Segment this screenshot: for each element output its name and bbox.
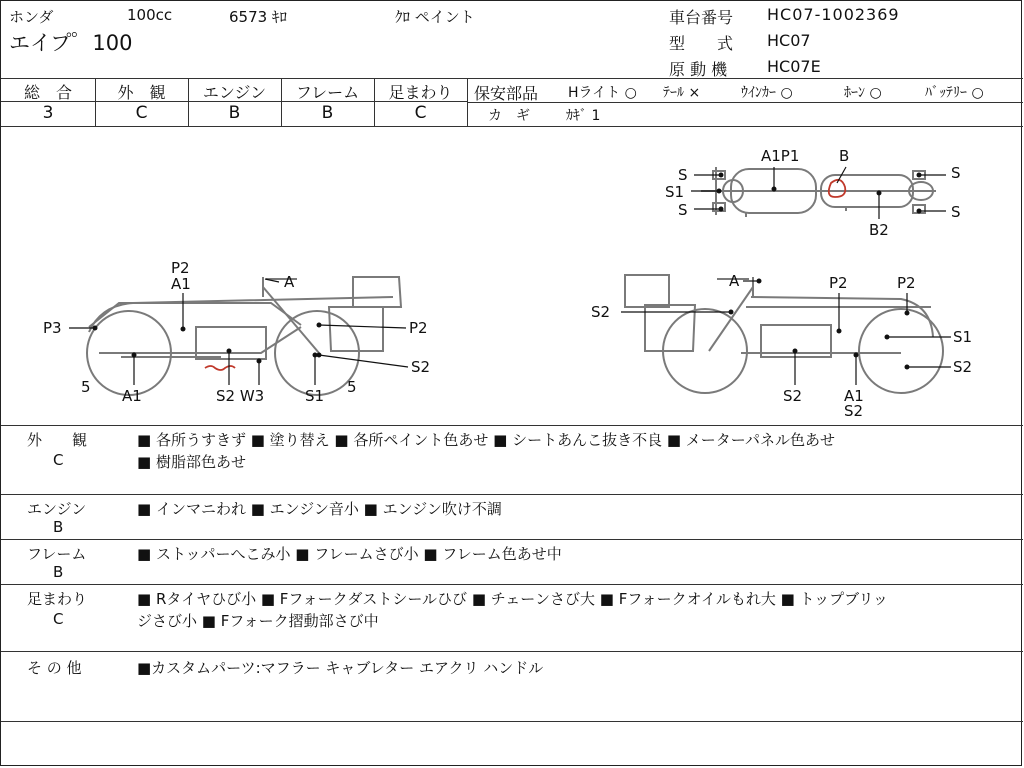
detail-label-engine: エンジン bbox=[27, 500, 87, 518]
model-name: エイプ゜100 bbox=[9, 31, 133, 55]
rule bbox=[1, 721, 1023, 722]
detail-line: ジさび小 ■ Fフォーク摺動部さび中 bbox=[137, 612, 379, 630]
engine-label: 原 動 機 bbox=[669, 60, 728, 79]
right-side-motorcycle bbox=[625, 275, 943, 393]
detail-grade-suspension: C bbox=[53, 610, 64, 628]
damage-diagram bbox=[1, 127, 1023, 425]
safety-headlight: Hライト ○ bbox=[568, 85, 637, 101]
mileage: 6573 ｷﾛ bbox=[229, 8, 287, 26]
left-leaders bbox=[69, 279, 408, 385]
detail-label-other: そ の 他 bbox=[27, 659, 82, 677]
detail-grade-engine: B bbox=[53, 518, 64, 536]
label: P3 bbox=[43, 319, 62, 337]
label: S2 W3 bbox=[216, 387, 265, 405]
detail-grade-frame: B bbox=[53, 563, 64, 581]
top-view-motorcycle bbox=[701, 167, 936, 217]
label: S bbox=[678, 201, 688, 219]
status-mark: × bbox=[688, 85, 701, 101]
rule bbox=[1, 78, 1023, 79]
status-mark: ○ bbox=[869, 85, 882, 101]
key-label: カ ギ bbox=[488, 108, 530, 124]
safety-label: 保安部品 bbox=[474, 84, 539, 103]
detail-label-frame: フレーム bbox=[27, 545, 87, 563]
grade-overall-label: 総 合 bbox=[23, 83, 72, 102]
label: S1 bbox=[665, 183, 685, 201]
chassis-no: HC07-1002369 bbox=[767, 5, 900, 24]
label: S2 bbox=[411, 358, 431, 376]
rule bbox=[1, 584, 1023, 585]
grade-frame-label: フレーム bbox=[295, 83, 360, 102]
rule bbox=[467, 102, 1023, 103]
label: A1 bbox=[171, 275, 191, 293]
label: S bbox=[951, 203, 961, 221]
label: S bbox=[951, 164, 961, 182]
paint-color: ｸﾛ ペイント bbox=[395, 8, 475, 26]
label: S2 bbox=[953, 358, 973, 376]
label: P2 bbox=[897, 274, 916, 292]
label: S2 bbox=[783, 387, 803, 405]
detail-line: ■ インマニわれ ■ エンジン音小 ■ エンジン吹け不調 bbox=[137, 500, 502, 518]
label: A bbox=[284, 273, 295, 291]
status-mark: ○ bbox=[780, 85, 793, 101]
rule bbox=[1, 425, 1023, 426]
grade-exterior-label: 外 観 bbox=[117, 83, 166, 102]
safety-tail: ﾃｰﾙ × bbox=[663, 85, 701, 101]
grade-overall-value: 3 bbox=[42, 103, 54, 123]
rule bbox=[1, 651, 1023, 652]
safety-horn: ﾎｰﾝ ○ bbox=[844, 85, 882, 101]
right-leaders bbox=[621, 279, 951, 386]
label: P2 bbox=[409, 319, 428, 337]
grade-engine-label: エンジン bbox=[202, 83, 267, 102]
label: S bbox=[678, 166, 688, 184]
detail-line: ■ Rタイヤひび小 ■ Fフォークダストシールひび ■ チェーンさび大 ■ Fフォークオイルもれ大 ■ トップブリッ bbox=[137, 590, 888, 608]
grade-suspension-label: 足まわり bbox=[388, 83, 453, 102]
grade-engine-value: B bbox=[228, 103, 241, 123]
type-label: 型 式 bbox=[669, 34, 734, 53]
rule bbox=[1, 494, 1023, 495]
rule bbox=[1, 539, 1023, 540]
detail-line: ■ 樹脂部色あせ bbox=[137, 453, 246, 471]
detail-label-exterior: 外 観 bbox=[27, 431, 88, 449]
label: B bbox=[839, 147, 850, 165]
label: S1 bbox=[305, 387, 325, 405]
label: A bbox=[729, 272, 740, 290]
grade-suspension-value: C bbox=[414, 103, 427, 123]
label: S2 bbox=[591, 303, 611, 321]
maker: ホンダ bbox=[9, 8, 54, 26]
status-mark: ○ bbox=[971, 85, 984, 101]
label: B2 bbox=[869, 221, 889, 239]
label: P2 bbox=[171, 259, 190, 277]
label: A1 bbox=[844, 387, 864, 405]
label: A1 bbox=[122, 387, 142, 405]
type-value: HC07 bbox=[767, 31, 811, 50]
label: P2 bbox=[829, 274, 848, 292]
label: 5 bbox=[347, 378, 357, 396]
key-value: ｶｷﾞ 1 bbox=[566, 108, 601, 124]
label: S2 bbox=[844, 402, 864, 420]
top-leaders bbox=[691, 167, 946, 219]
status-mark: ○ bbox=[624, 85, 637, 101]
damage-mark bbox=[205, 366, 235, 370]
engine-value: HC07E bbox=[767, 57, 821, 76]
engine-cc: 100cc bbox=[127, 6, 173, 24]
detail-line: ■カスタムパーツ:マフラー キャブレター エアクリ ハンドル bbox=[137, 659, 544, 677]
safety-battery: ﾊﾞｯﾃﾘｰ ○ bbox=[925, 85, 984, 101]
safety-winker: ｳｲﾝｶｰ ○ bbox=[741, 85, 793, 101]
label: A1P1 bbox=[761, 147, 800, 165]
detail-line: ■ ストッパーへこみ小 ■ フレームさび小 ■ フレーム色あせ中 bbox=[137, 545, 562, 563]
chassis-no-label: 車台番号 bbox=[669, 8, 734, 27]
label: 5 bbox=[81, 378, 91, 396]
grade-exterior-value: C bbox=[135, 103, 148, 123]
detail-grade-exterior: C bbox=[53, 451, 64, 469]
detail-label-suspension: 足まわり bbox=[27, 590, 88, 608]
detail-line: ■ 各所うすきず ■ 塗り替え ■ 各所ペイント色あせ ■ シートあんこ抜き不良 ■ メーターパネル色あせ bbox=[137, 431, 836, 449]
label: S1 bbox=[953, 328, 973, 346]
grade-frame-value: B bbox=[321, 103, 334, 123]
